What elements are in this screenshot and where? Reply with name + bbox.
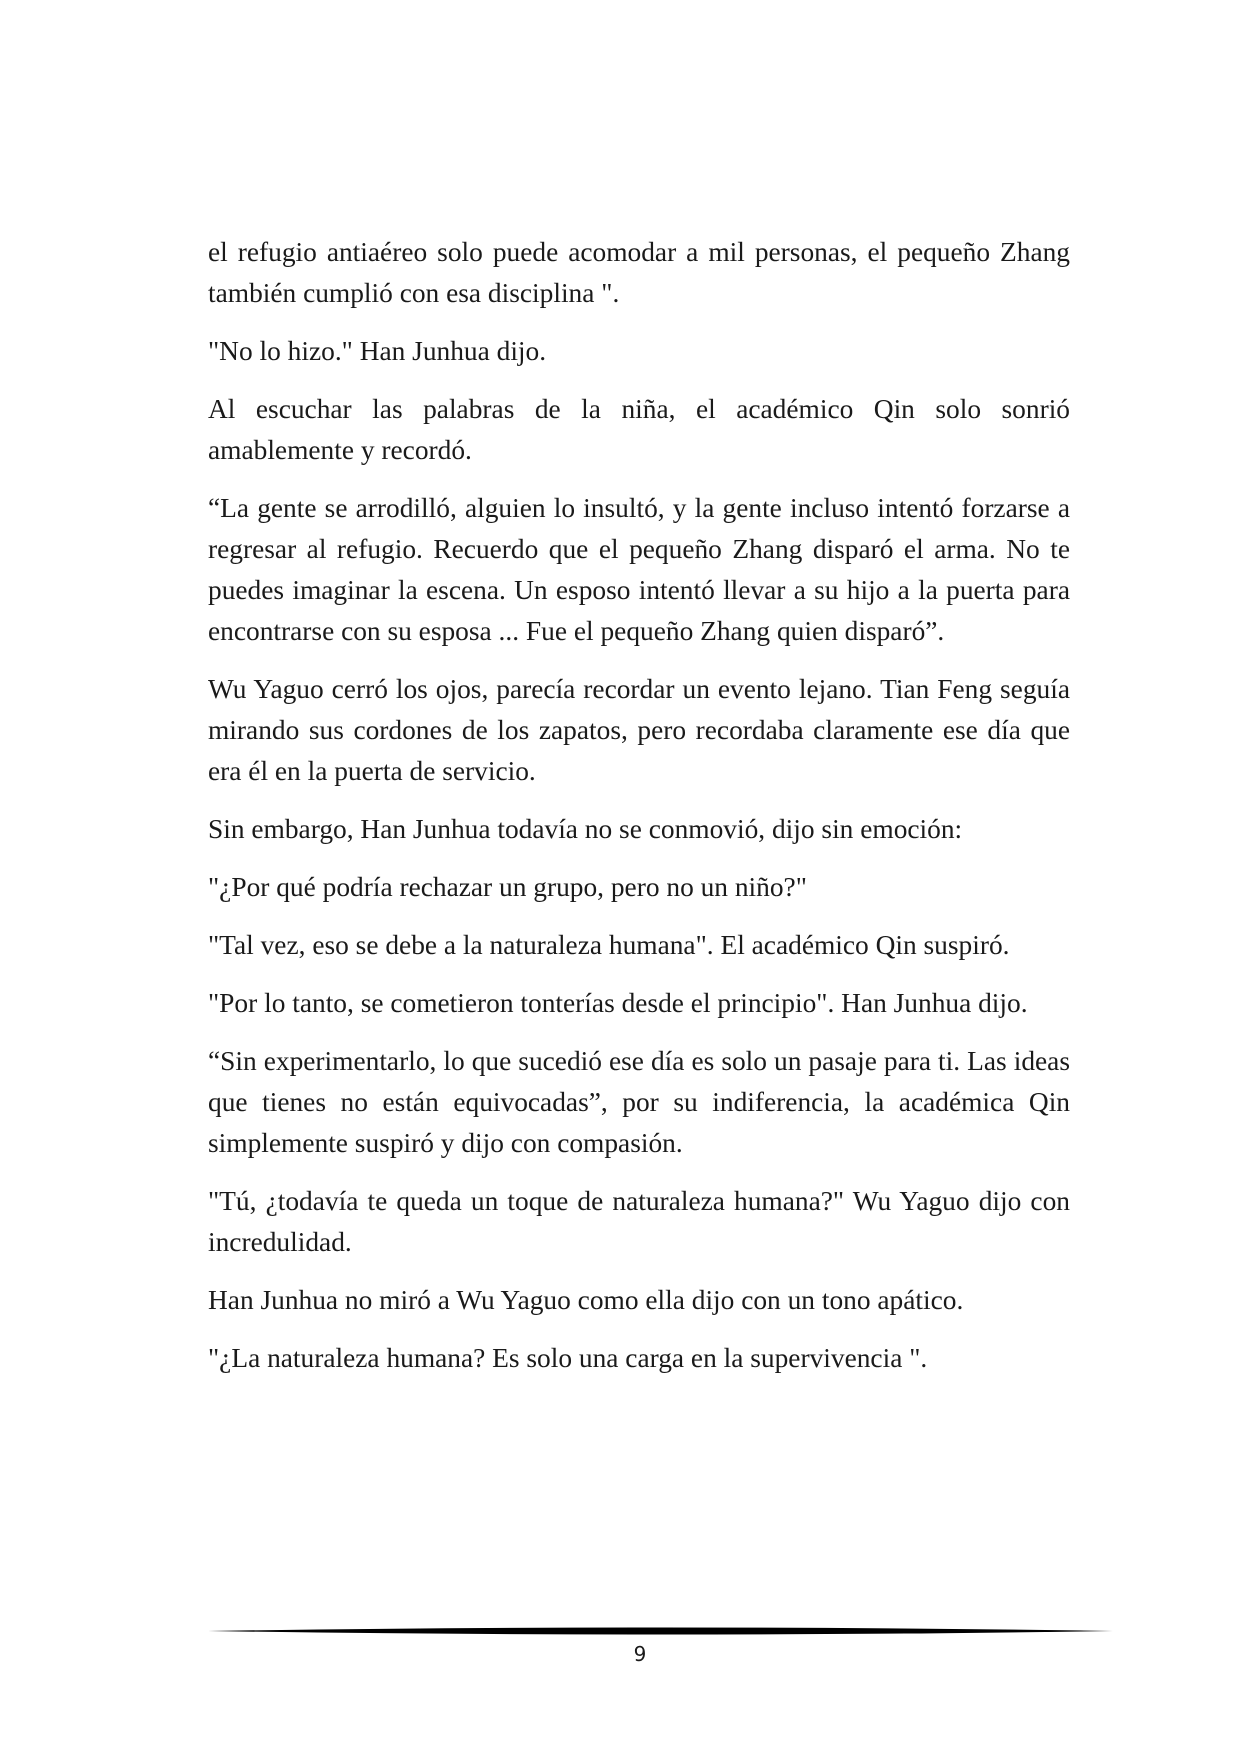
- paragraph: "No lo hizo." Han Junhua dijo.: [208, 336, 547, 366]
- page-body: [208, 232, 1070, 1379]
- footer-divider: [208, 1625, 1113, 1637]
- paragraph: "¿Por qué podría rechazar un grupo, pero no un niño?": [208, 872, 807, 902]
- paragraph: "Por lo tanto, se cometieron tonterías desde el principio". Han Junhua dijo.: [208, 988, 1028, 1018]
- paragraph: el refugio antiaéreo solo puede acomodar a mil personas, el pequeño Zhang también cumplió con esa disciplina ".: [208, 237, 1070, 308]
- paragraph: Sin embargo, Han Junhua todavía no se conmovió, dijo sin emoción:: [208, 814, 963, 844]
- paragraph: Al escuchar las palabras de la niña, el académico Qin solo sonrió amablemente y recordó.: [208, 394, 1070, 465]
- paragraph: “La gente se arrodilló, alguien lo insultó, y la gente incluso intentó forzarse a regresar al refugio. Recuerdo que el pequeño Zhang disparó el arma. No te puedes imaginar la escena. Un esposo intentó llevar a su hijo a la puerta para encontrarse con su esposa ... Fue el pequeño Zhang quien disparó”.: [208, 493, 1070, 646]
- paragraph: “Sin experimentarlo, lo que sucedió ese día es solo un pasaje para ti. Las ideas que tienes no están equivocadas”, por su indiferencia, la académica Qin simplemente suspiró y dijo con compasión.: [208, 1046, 1070, 1158]
- page-number: 9: [633, 1642, 647, 1666]
- paragraph: "Tú, ¿todavía te queda un toque de naturaleza humana?" Wu Yaguo dijo con incredulidad.: [208, 1186, 1070, 1257]
- paragraph: Han Junhua no miró a Wu Yaguo como ella dijo con un tono apático.: [208, 1285, 964, 1315]
- paragraph: "Tal vez, eso se debe a la naturaleza humana". El académico Qin suspiró.: [208, 930, 1010, 960]
- paragraph: Wu Yaguo cerró los ojos, parecía recordar un evento lejano. Tian Feng seguía mirando sus cordones de los zapatos, pero recordaba claramente ese día que era él en la puerta de servicio.: [208, 674, 1070, 786]
- paragraph: "¿La naturaleza humana? Es solo una carga en la supervivencia ".: [208, 1343, 928, 1373]
